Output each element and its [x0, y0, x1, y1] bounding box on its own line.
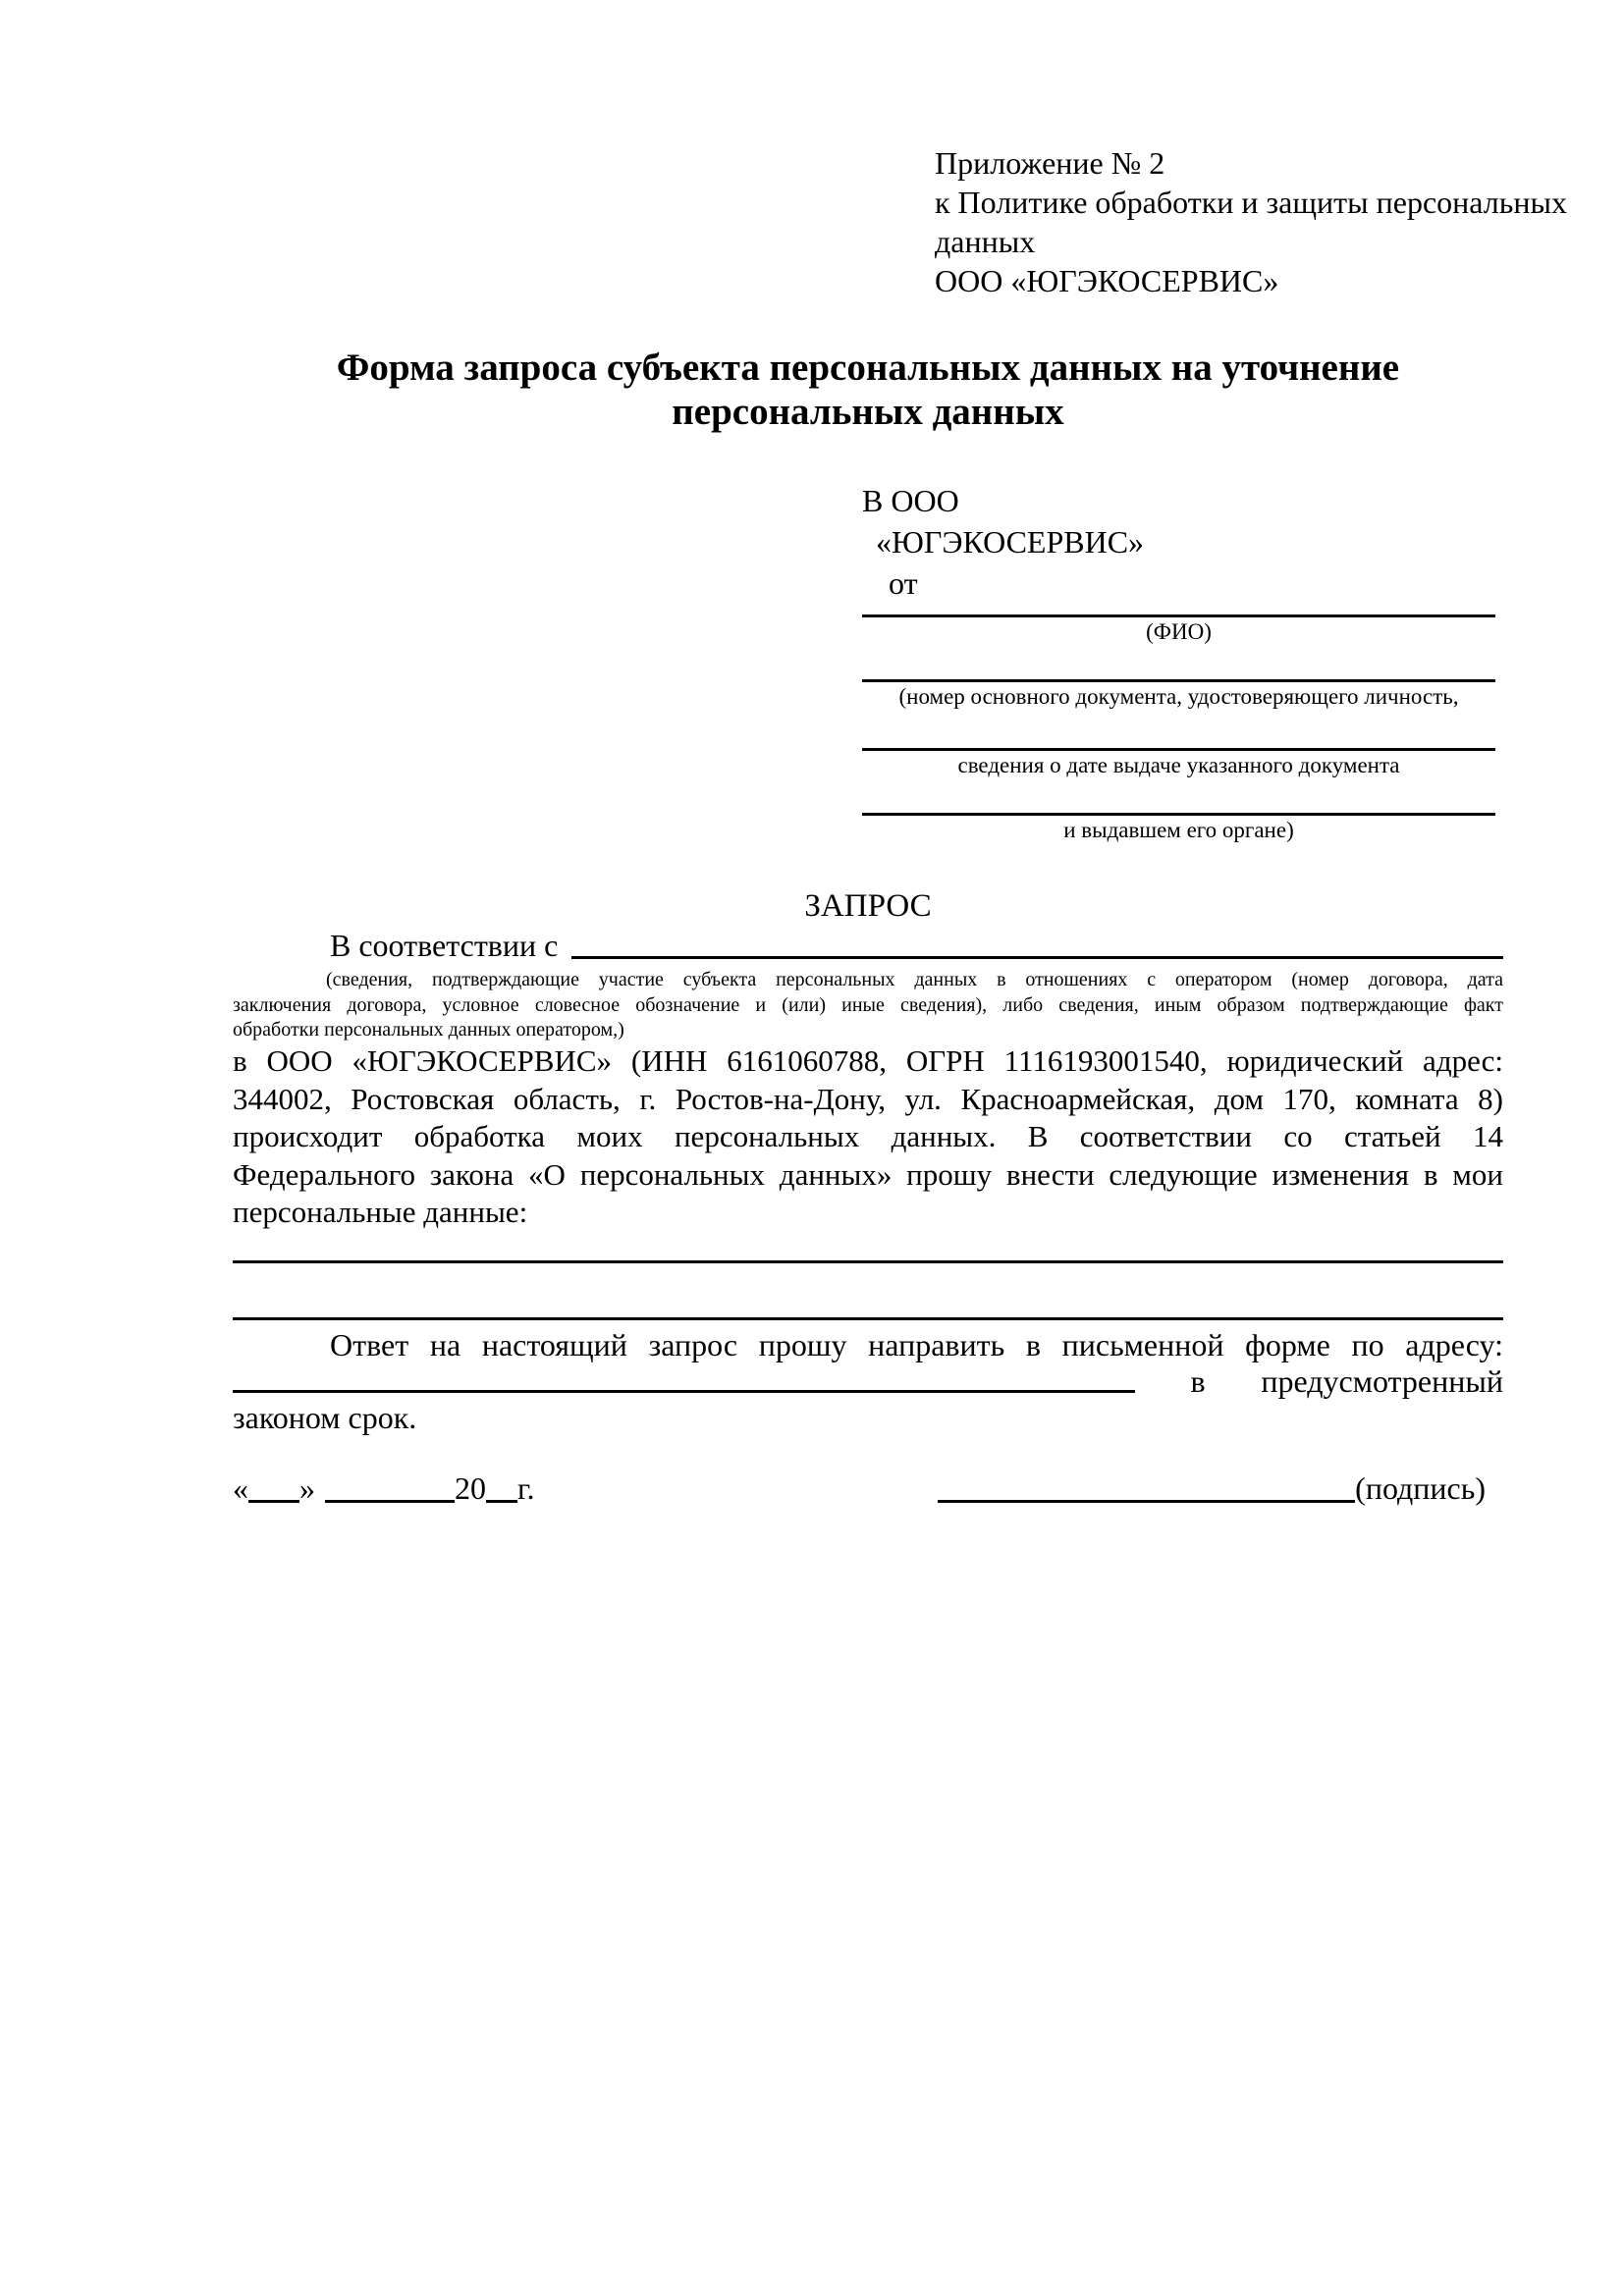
addressee-org-line-2: «ЮГЭКОСЕРВИС» [876, 524, 1145, 560]
signature-group [938, 1468, 1503, 1508]
header-line-2: к Политике обработки и защиты персональных [935, 185, 1567, 220]
year-prefix: 20 [455, 1470, 486, 1506]
document-number-blank[interactable] [862, 647, 1495, 682]
page-title [233, 346, 1503, 434]
body-line-5: персональные данные: [233, 1195, 528, 1229]
request-body [233, 1042, 1503, 1232]
field-fio [862, 604, 1495, 647]
day-blank[interactable] [248, 1470, 299, 1503]
title-line-2: персональных данных [672, 391, 1064, 433]
accordance-note [233, 968, 1503, 1043]
signature-caption: (подпись) [1355, 1470, 1486, 1506]
date-group [233, 1468, 535, 1508]
request-heading: ЗАПРОС [804, 888, 932, 924]
response-word-in: в [1190, 1363, 1206, 1399]
signature-blank[interactable] [938, 1470, 1355, 1503]
response-line-2 [233, 1363, 1503, 1400]
body-line-3: происходит обработка моих персональных данных. В соответствии со статьей 14 [233, 1119, 1503, 1153]
response-word-prescribed: предусмотренный [1261, 1363, 1503, 1399]
header-line-3: данных [935, 224, 1036, 259]
addressee-block [862, 480, 1495, 845]
response-line-1: Ответ на настоящий запрос прошу направить в письменной форме по адресу: [330, 1327, 1503, 1362]
year-suffix: г. [517, 1470, 535, 1506]
note-line-2: заключения договора, условное словесное обозначение и (или) иные сведения), либо сведения, иным образом подтверждающие факт [233, 993, 1503, 1016]
issue-date-caption: сведения о дате выдаче указанного документа [957, 753, 1400, 777]
fio-caption: (ФИО) [1146, 619, 1212, 644]
body-line-2: 344002, Ростовская область, г. Ростов-на-Дону, ул. Красноармейская, дом 170, комната 8) [233, 1081, 1503, 1116]
month-blank[interactable] [325, 1470, 455, 1503]
header-line-4: ООО «ЮГЭКОСЕРВИС» [935, 263, 1279, 298]
changes-blank-2[interactable] [233, 1263, 1503, 1320]
note-line-1: (сведения, подтверждающие участие субъекта персональных данных в отношениях с оператором (номер договора, дата [326, 969, 1503, 990]
year-blank[interactable] [486, 1470, 517, 1503]
body-line-4: Федерального закона «О персональных данных» прошу внести следующие изменения в мои [233, 1156, 1503, 1192]
quote-open: « [233, 1470, 248, 1506]
issuing-authority-blank[interactable] [862, 780, 1495, 816]
addressee-from-label: от [889, 565, 918, 601]
issue-date-blank[interactable] [862, 712, 1495, 751]
accordance-line [233, 927, 1503, 964]
quote-close: » [299, 1470, 315, 1506]
note-line-3: обработки персональных данных оператором,) [233, 1019, 624, 1041]
accordance-label: В соответствии с [330, 928, 559, 963]
field-issue-date [862, 712, 1495, 780]
response-paragraph [233, 1327, 1503, 1436]
changes-blank-1[interactable] [233, 1231, 1503, 1263]
response-line-3: законом срок. [233, 1400, 417, 1435]
fio-blank[interactable] [862, 604, 1495, 617]
date-signature-row [233, 1468, 1503, 1508]
field-issuing-authority [862, 780, 1495, 845]
document-number-caption: (номер основного документа, удостоверяющего личность, [898, 684, 1459, 709]
header-line-1: Приложение № 2 [935, 145, 1165, 181]
changes-fields [233, 1231, 1503, 1320]
addressee-org-line-1: В ООО [862, 483, 959, 518]
field-document-number [862, 647, 1495, 712]
title-line-1: Форма запроса субъекта персональных данных на уточнение [336, 347, 1400, 389]
header-appendix [935, 143, 1567, 300]
accordance-blank[interactable] [571, 927, 1503, 959]
issuing-authority-caption: и выдавшем его органе) [1063, 818, 1294, 842]
body-line-1: в ООО «ЮГЭКОСЕРВИС» (ИНН 6161060788, ОГРН 1116193001540, юридический адрес: [233, 1043, 1503, 1078]
address-blank[interactable] [233, 1363, 1135, 1393]
